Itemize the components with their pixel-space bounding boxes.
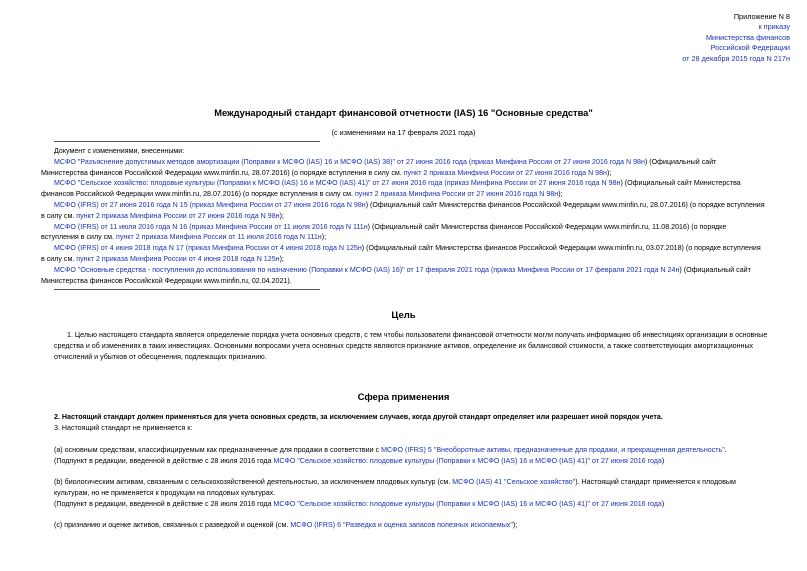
change-4-link[interactable]: МСФО (IFRS) от 11 июля 2016 года N 16 <box>54 222 188 231</box>
item-b-text: (b) биологическим активам, связанным с сельскохозяйственной деятельностью, за исключением плодовых культур (см. <box>54 478 451 486</box>
change-3-point-link[interactable]: пункт 2 приказа Минфина России от 27 июня 2016 года N 98н <box>76 211 280 220</box>
appendix-date-link[interactable]: от 28 декабря 2015 года N 217н <box>682 53 790 63</box>
scope-para-3: 3. Настоящий стандарт не применяется к: <box>54 424 193 432</box>
goal-para-line-3: отчислений и убытков от обесценения, подлежащих признанию. <box>54 353 267 361</box>
bottom-divider <box>54 289 320 290</box>
item-a-ifrs5-link[interactable]: МСФО (IFRS) 5 "Внеоборотные активы, предназначенные для продажи, и прекращенная деятельность" <box>381 446 725 454</box>
appendix-federation-link[interactable]: Российской Федерации <box>710 43 790 53</box>
change-4-end: ); <box>321 233 327 242</box>
appendix-block <box>530 12 790 64</box>
change-5-end: ); <box>279 254 284 263</box>
change-4-text: ) (Официальный сайт Министерства финансов Российской Федерации www.minfin.ru, 11.08.2016) (о порядке <box>367 222 727 231</box>
change-2-end: ); <box>558 190 563 199</box>
item-c-text: (c) признанию и оценке активов, связанных с разведкой и оценкой (см. <box>54 521 289 529</box>
change-entry-6 <box>54 265 770 276</box>
goal-heading: Цель <box>391 310 416 321</box>
change-5-text-2: в силу см. <box>41 254 75 263</box>
change-1-end: ); <box>606 168 612 177</box>
change-5-link[interactable]: МСФО (IFRS) от 4 июня 2018 года N 17 <box>54 244 184 253</box>
change-1-text: ) (Официальный сайт <box>644 157 717 166</box>
change-6-text-2: Министерства финансов Российской Федерации www.minfin.ru, 02.04.2021). <box>41 276 292 285</box>
document-subtitle: (с изменениями на 17 февраля 2021 года) <box>331 128 476 137</box>
change-3-order-link[interactable]: (приказ Минфина России от 27 июня 2016 года N 98н <box>189 200 366 209</box>
change-entry-2-cont <box>41 189 770 200</box>
item-c-end: ); <box>512 521 518 529</box>
scope-para-2: 2. Настоящий стандарт должен применяться для учета основных средств, за исключением случаев, когда другой стандарт определяет или разрешает иной порядок учета. <box>54 413 663 421</box>
changes-header: Документ с изменениями, внесенными: <box>54 147 185 155</box>
change-2-text: ) (Официальный сайт Министерства <box>620 179 741 188</box>
item-b-ias41-link[interactable]: МСФО (IAS) 41 "Сельское хозяйство" <box>452 478 576 486</box>
change-1-order-link[interactable]: (приказ Минфина России от 27 июня 2016 года N 98н <box>468 157 645 166</box>
change-5-order-link[interactable]: (приказ Минфина России от 4 июня 2018 года N 125н <box>185 244 362 253</box>
scope-item-b <box>54 477 736 488</box>
change-2-link[interactable]: МСФО "Сельское хозяйство: плодовые культуры (Поправки к МСФО (IAS) 16 и МСФО (IAS) 41)" от 27 июня 2016 года <box>54 179 443 188</box>
change-3-text: ) (Официальный сайт Министерства финансов Российской Федерации www.minfin.ru, 28.07.2016) (о порядке вступления <box>365 200 765 209</box>
item-a-text: (a) основным средствам, классифицируемым как предназначенные для продажи в соответствии с <box>54 446 380 454</box>
item-b-note-link[interactable]: МСФО "Сельское хозяйство: плодовые культуры (Поправки к МСФО (IAS) 16 и МСФО (IAS) 41)" от 27 июня 2016 года <box>273 500 662 508</box>
change-6-link[interactable]: МСФО "Основные средства - поступления до использования по назначению (Поправки к МСФО (IAS) 16)" от 17 февраля 2021 года <box>54 265 489 274</box>
item-c-ifrs6-link[interactable]: МСФО (IFRS) 6 "Разведка и оценка запасов полезных ископаемых" <box>290 521 513 529</box>
change-2-order-link[interactable]: (приказ Минфина России от 27 июня 2016 года N 98н <box>444 179 621 188</box>
change-3-end: ); <box>279 211 284 220</box>
change-1-text-2: Министерства финансов Российской Федерации www.minfin.ru, 28.07.2016) (о порядке вступления в силу см. <box>41 168 402 177</box>
item-a-end: . <box>724 446 727 454</box>
change-4-order-link[interactable]: (приказ Минфина России от 11 июля 2016 года N 111н <box>189 222 368 231</box>
item-b-note-text: (Подпункт в редакции, введенной в действие с 28 июля 2016 года <box>54 500 272 508</box>
change-entry-2 <box>54 178 770 189</box>
scope-item-c <box>54 520 517 531</box>
scope-item-a-note <box>54 456 664 467</box>
change-4-text-2: вступления в силу см. <box>41 233 115 242</box>
change-5-text: ) (Официальный сайт Министерства финансов Российской Федерации www.minfin.ru, 03.07.2018) (о порядке вступления <box>361 244 761 253</box>
change-entry-1 <box>54 157 770 168</box>
change-entry-5-cont <box>41 254 770 265</box>
item-a-note-end: ) <box>661 457 665 465</box>
scope-item-a <box>54 445 727 456</box>
change-3-link[interactable]: МСФО (IFRS) от 27 июня 2016 года N 15 <box>54 200 188 209</box>
change-4-point-link[interactable]: пункт 2 приказа Минфина России от 11 июля 2016 года N 111н <box>116 233 322 242</box>
scope-heading: Сфера применения <box>357 392 450 403</box>
item-a-note-text: (Подпункт в редакции, введенной в действие с 28 июля 2016 года <box>54 457 272 465</box>
change-2-text-2: финансов Российской Федерации www.minfin.ru, 28.07.2016) (о порядке вступления в силу см. <box>41 190 353 199</box>
change-2-point-link[interactable]: пункт 2 приказа Минфина России от 27 июня 2016 года N 98н <box>354 190 559 199</box>
change-entry-6-cont <box>41 276 770 287</box>
change-1-point-link[interactable]: пункт 2 приказа Минфина России от 27 июня 2016 года N 98н <box>403 168 607 177</box>
change-3-text-2: в силу см. <box>41 211 75 220</box>
appendix-ministry-link[interactable]: Министерства финансов <box>705 32 790 42</box>
change-5-point-link[interactable]: пункт 2 приказа Минфина России от 4 июня 2018 года N 125н <box>76 254 280 263</box>
document-title: Международный стандарт финансовой отчетности (IAS) 16 "Основные средства" <box>214 108 593 118</box>
change-6-order-link[interactable]: (приказ Минфина России от 17 февраля 2021 года N 24н <box>490 265 680 274</box>
goal-para-line-1: 1. Целью настоящего стандарта является определение порядка учета основных средств, с тем чтобы пользователи финансовой отчетности могли получать информацию об инвестициях организации в основные <box>67 331 768 339</box>
changes-list <box>41 146 770 286</box>
change-entry-4-cont <box>41 232 770 243</box>
item-b-note-end: ) <box>661 500 665 508</box>
item-b-text-2: ). Настоящий стандарт применяется к плодовым <box>575 478 736 486</box>
change-entry-5 <box>54 243 770 254</box>
item-a-note-link[interactable]: МСФО "Сельское хозяйство: плодовые культуры (Поправки к МСФО (IAS) 16 и МСФО (IAS) 41)" от 27 июня 2016 года <box>273 457 662 465</box>
change-entry-4 <box>54 222 770 233</box>
top-divider <box>54 141 320 142</box>
scope-item-b-line-2: культурам, но не применяется к продукции на плодовых культурах. <box>54 489 276 497</box>
change-6-text: ) (Официальный сайт <box>679 265 751 274</box>
appendix-number: Приложение N 8 <box>733 12 790 21</box>
appendix-order-link[interactable]: к приказу <box>758 22 790 32</box>
scope-item-b-note <box>54 499 664 510</box>
change-entry-1-cont <box>41 168 770 179</box>
change-1-link[interactable]: МСФО "Разъяснение допустимых методов амортизации (Поправки к МСФО (IAS) 16 и МСФО (IAS) 38)" от 27 июня 2016 года <box>54 157 467 166</box>
change-entry-3 <box>54 200 770 211</box>
change-entry-3-cont <box>41 211 770 222</box>
goal-para-line-2: средства и об изменениях в таких инвестициях. Основными вопросами учета основных средств являются признание активов, определение их балансовой стоимости, а также соответствующих амортизационных <box>54 342 754 350</box>
